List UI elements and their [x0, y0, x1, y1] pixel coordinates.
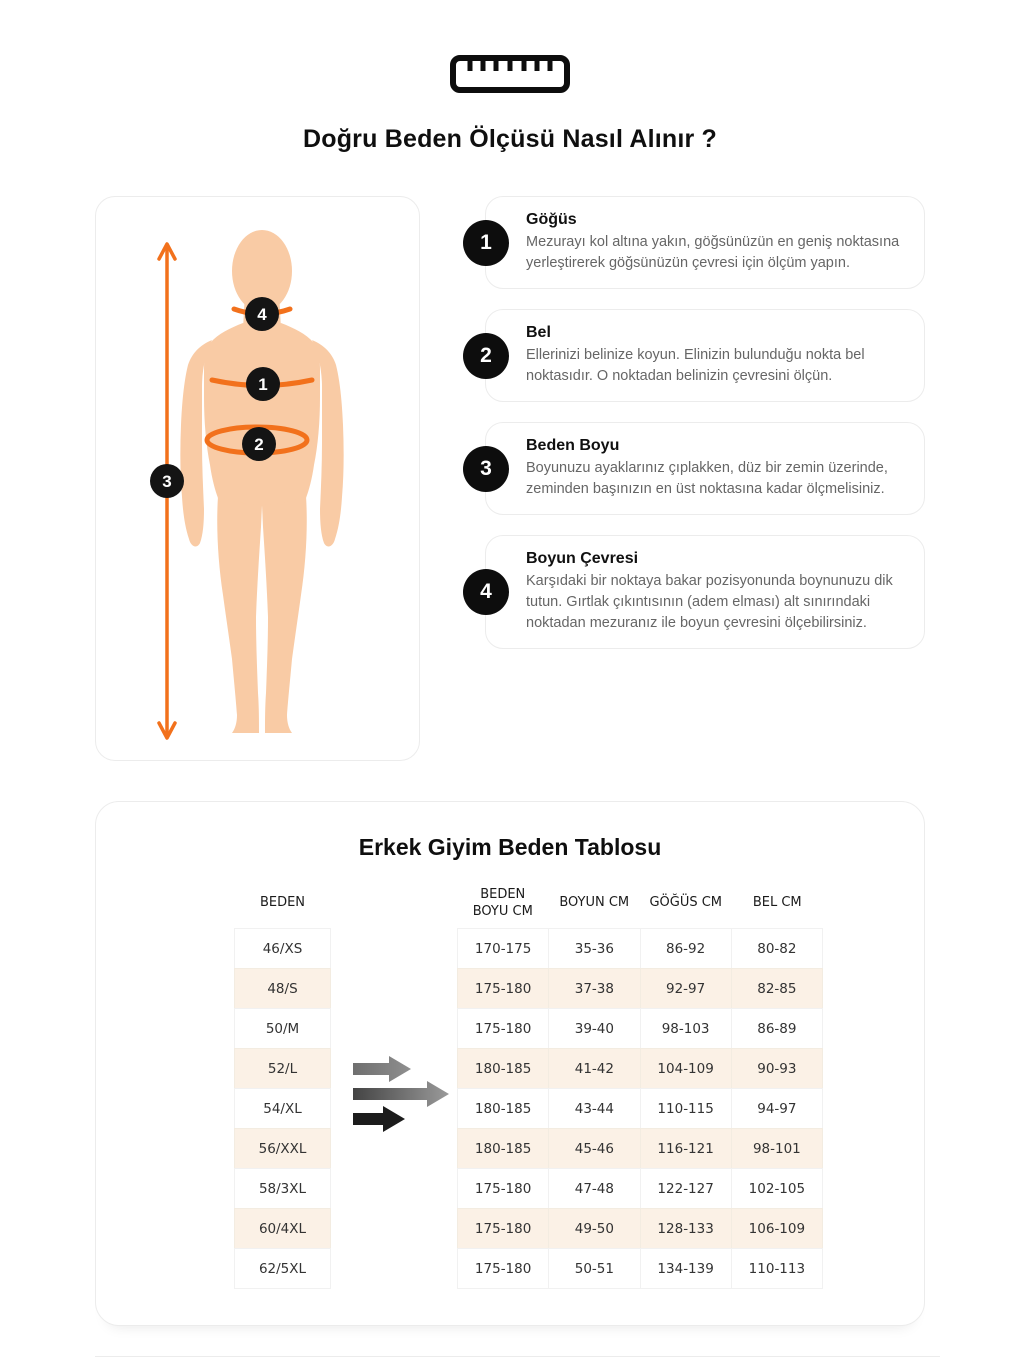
measurement-cell: 47-48	[548, 1168, 640, 1209]
measurement-cell: 92-97	[640, 968, 732, 1009]
size-table-title: Erkek Giyim Beden Tablosu	[358, 834, 662, 860]
measurement-cell: 35-36	[548, 928, 640, 969]
measurement-cell: 180-185	[457, 1128, 549, 1169]
table-row	[457, 1248, 823, 1289]
measurement-cell: 175-180	[457, 1008, 549, 1049]
column-header-gogus: GÖĞÜS CM	[649, 895, 723, 911]
measurement-cell: 45-46	[548, 1128, 640, 1169]
column-header-bel: BEL CM	[752, 895, 802, 911]
instruction-card-beden-boyu	[480, 422, 925, 515]
size-table	[96, 879, 924, 1289]
figure-badge-neck	[245, 297, 279, 331]
measurement-cell: 98-103	[640, 1008, 732, 1049]
measurement-header-row	[457, 879, 823, 928]
measurement-cell: 94-97	[731, 1088, 823, 1129]
column-header-beden-boyu: BEDEN BOYU CM	[472, 887, 533, 919]
measurement-cell: 98-101	[731, 1128, 823, 1169]
table-row	[457, 1128, 823, 1169]
column-header-boyun: BOYUN CM	[559, 895, 630, 911]
instruction-text: Boyunuzu ayaklarınız çıplakken, düz bir zemin üzerinde, zeminden başınızın en üst noktasına kadar ölçmelisiniz.	[526, 460, 888, 498]
measurement-cell: 180-185	[457, 1088, 549, 1129]
figure-badge-height	[150, 464, 184, 498]
measurement-cell: 104-109	[640, 1048, 732, 1089]
instruction-title: Boyun Çevresi	[526, 550, 639, 568]
size-cell: 62/5XL	[234, 1248, 331, 1289]
size-table-card	[95, 801, 925, 1326]
instruction-cards	[480, 196, 925, 649]
measurement-cell: 170-175	[457, 928, 549, 969]
table-row	[457, 1008, 823, 1049]
measurement-cell: 175-180	[457, 968, 549, 1009]
measurement-cell: 37-38	[548, 968, 640, 1009]
size-cell: 50/M	[234, 1008, 331, 1049]
measurement-cell: 134-139	[640, 1248, 732, 1289]
table-row	[457, 968, 823, 1009]
measurement-cell: 128-133	[640, 1208, 732, 1249]
measurement-table-body	[457, 928, 823, 1289]
instruction-text: Mezurayı kol altına yakın, göğsünüzün en geniş noktasına yerleştirerek göğsünüzün çevresi için ölçüm yapın.	[526, 234, 900, 272]
step-number-badge: 2	[463, 333, 509, 379]
size-cell: 52/L	[234, 1048, 331, 1089]
step-number-badge: 3	[463, 446, 509, 492]
svg-text:1: 1	[258, 374, 268, 394]
measurement-cell: 175-180	[457, 1168, 549, 1209]
size-column	[234, 879, 331, 1289]
size-column-body	[234, 928, 331, 1289]
figure-badge-waist	[242, 427, 276, 461]
measurement-cell: 116-121	[640, 1128, 732, 1169]
instruction-title: Beden Boyu	[526, 437, 620, 455]
page-title: Doğru Beden Ölçüsü Nasıl Alınır ?	[302, 125, 718, 153]
size-cell: 58/3XL	[234, 1168, 331, 1209]
measurement-cell: 110-115	[640, 1088, 732, 1129]
measurement-cell: 110-113	[731, 1248, 823, 1289]
instruction-title: Göğüs	[526, 211, 577, 228]
instruction-title: Bel	[526, 324, 551, 342]
measurement-cell: 43-44	[548, 1088, 640, 1129]
size-direction-arrows-icon	[353, 1055, 449, 1133]
figure-badge-chest	[246, 367, 280, 401]
section-divider	[95, 1356, 940, 1357]
instruction-card-bel	[480, 309, 925, 402]
measurement-cell: 39-40	[548, 1008, 640, 1049]
size-cell: 60/4XL	[234, 1208, 331, 1249]
measurement-cell: 80-82	[731, 928, 823, 969]
step-number-badge: 4	[463, 569, 509, 615]
body-figure-panel	[95, 196, 420, 761]
svg-text:2: 2	[254, 434, 264, 454]
size-cell: 54/XL	[234, 1088, 331, 1129]
measurement-cell: 49-50	[548, 1208, 640, 1249]
svg-text:4: 4	[257, 304, 267, 324]
instruction-text: Ellerinizi belinize koyun. Elinizin bulunduğu nokta bel noktasıdır. O noktadan belinizin çevresini ölçün.	[526, 347, 865, 385]
body-silhouette-illustration	[96, 197, 420, 761]
measurement-cell: 50-51	[548, 1248, 640, 1289]
instruction-text: Karşıdaki bir noktaya bakar pozisyonunda boynunuzu dik tutun. Gırtlak çıkıntısının (adem elması) alt sınırındaki noktadan mezuranız ile boyun çevresini ölçebilirsiniz.	[526, 573, 893, 632]
table-row	[457, 928, 823, 969]
size-cell: 46/XS	[234, 928, 331, 969]
measurement-cell: 122-127	[640, 1168, 732, 1209]
measurement-cell: 102-105	[731, 1168, 823, 1209]
measurement-cell: 175-180	[457, 1248, 549, 1289]
measurement-cell: 86-92	[640, 928, 732, 969]
size-cell: 48/S	[234, 968, 331, 1009]
table-row	[457, 1088, 823, 1129]
svg-text:3: 3	[162, 471, 172, 491]
measurement-cell: 106-109	[731, 1208, 823, 1249]
page-header	[0, 0, 1020, 154]
measurement-section	[95, 196, 925, 761]
measurement-cell: 41-42	[548, 1048, 640, 1089]
measurement-cell: 90-93	[731, 1048, 823, 1089]
size-cell: 56/XXL	[234, 1128, 331, 1169]
table-row	[457, 1168, 823, 1209]
instruction-card-boyun-cevresi	[480, 535, 925, 649]
ruler-icon	[449, 54, 571, 92]
table-row	[457, 1208, 823, 1249]
measurement-columns	[457, 879, 823, 1289]
measurement-cell: 175-180	[457, 1208, 549, 1249]
table-row	[457, 1048, 823, 1089]
instruction-card-gogus	[480, 196, 925, 289]
measurement-cell: 86-89	[731, 1008, 823, 1049]
measurement-cell: 180-185	[457, 1048, 549, 1089]
step-number-badge: 1	[463, 220, 509, 266]
measurement-cell: 82-85	[731, 968, 823, 1009]
size-column-header: BEDEN	[259, 895, 306, 911]
